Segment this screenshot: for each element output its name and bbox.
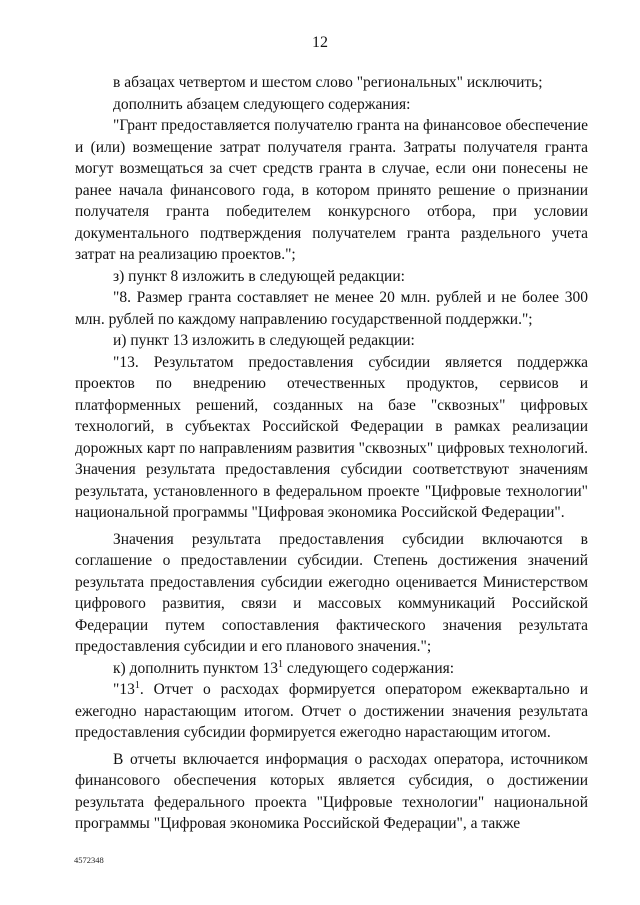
paragraph-item-13-1: [75, 679, 588, 744]
item-k-text-end: следующего содержания:: [282, 659, 455, 677]
paragraph: Значения результата предоставления субсидии включаются в соглашение о предоставлении субсидии. Степень достижения значений результата предоставления субсидии ежегодно оценивается Министерством цифрового развития, связи и массовых коммуникаций Российской Федерации путем сопоставления фактического значения результата предоставления субсидии и его планового значения.";: [75, 530, 588, 655]
paragraph: и) пункт 13 изложить в следующей редакции:: [113, 332, 415, 349]
document-body: [75, 72, 588, 835]
item-13-1-text-end: . Отчет о расходах формируется оператором ежеквартально и ежегодно нарастающим итогом. Отчет о достижении значения результата предоставления субсидии формируется ежегодно нарастающим итогом.: [75, 681, 588, 741]
paragraph: з) пункт 8 изложить в следующей редакции:: [113, 267, 405, 285]
paragraph: "8. Размер гранта составляет не менее 20 млн. рублей и не более 300 млн. рублей по каждому направлению государственной поддержки.";: [75, 289, 588, 328]
item-k-text: к) дополнить пунктом 13: [113, 659, 278, 677]
document-id: 4572348: [74, 855, 104, 865]
paragraph: в абзацах четвертом и шестом слово "региональных" исключить;: [113, 74, 543, 91]
paragraph: "13. Результатом предоставления субсидии является поддержка проектов по внедрению отечественных продуктов, сервисов и платформенных решений, созданных на базе "сквозных" цифровых технологий, в субъектах Российской Федерации в рамках реализации дорожных карт по направлениям развития "сквозных" цифровых технологий. Значения результата предоставления субсидии соответствуют значениям результата, установленного в федеральном проекте "Цифровые технологии" национальной программы "Цифровая экономика Российской Федерации".: [75, 353, 588, 521]
item-13-1-text: "13: [113, 681, 135, 698]
paragraph-item-k: [75, 658, 588, 680]
paragraph: дополнить абзацем следующего содержания:: [113, 95, 411, 113]
page-number: 12: [312, 34, 328, 51]
paragraph: "Грант предоставляется получателю гранта на финансовое обеспечение и (или) возмещение затрат получателя гранта. Затраты получателя гранта могут возмещаться за счет средств гранта в случае, если они понесены не ранее начала финансового года, в котором принято решение о признании получателя гранта победителем конкурсного отбора, при условии документального подтверждения получателем гранта раздельного учета затрат на реализацию проектов.";: [75, 117, 588, 263]
paragraph: В отчеты включается информация о расходах оператора, источником финансового обеспечения которых является субсидия, о достижении результата федерального проекта "Цифровые технологии" национальной программы "Цифровая экономика Российской Федерации", а также: [75, 750, 588, 832]
superscript: 1: [277, 658, 283, 670]
superscript: 1: [134, 680, 140, 691]
